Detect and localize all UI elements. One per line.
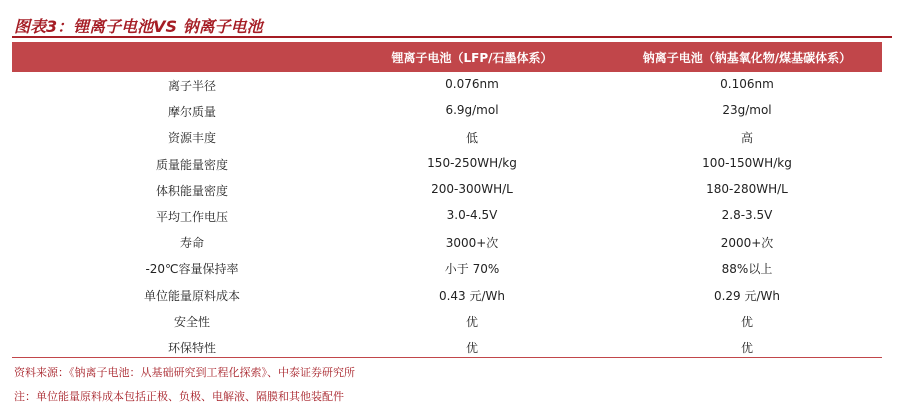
table-row [12, 98, 882, 124]
sodium-value: 优 [740, 314, 753, 329]
chart-title: 图表3：锂离子电池VS 钠离子电池 [14, 17, 263, 36]
row-label: 安全性 [173, 314, 210, 329]
row-label: 质量能量密度 [155, 157, 228, 172]
sodium-value: 88%以上 [721, 262, 773, 277]
lithium-value: 200-300WH/L [431, 181, 513, 196]
table-row [12, 203, 882, 229]
table-bottom-divider [12, 357, 882, 358]
sodium-value: 2.8-3.5V [721, 207, 773, 222]
row-label: 离子半径 [167, 79, 216, 93]
sodium-value: 23g/mol [722, 103, 772, 118]
row-label: 环保特性 [167, 340, 216, 355]
sodium-value: 2000+次 [720, 236, 774, 251]
lithium-value: 小于 70% [444, 262, 500, 277]
table-row [12, 124, 882, 150]
lithium-value: 优 [465, 340, 478, 355]
header-cell-lithium: 锂离子电池（LFP/石墨体系） [391, 51, 553, 65]
table-row [12, 255, 882, 281]
header-cell-sodium: 钠离子电池（钠基氧化物/煤基碳体系） [642, 51, 852, 65]
sodium-value: 100-150WH/kg [702, 155, 792, 170]
row-label: 单位能量原料成本 [143, 288, 240, 303]
table-header [12, 42, 882, 72]
row-label: 体积能量密度 [155, 183, 228, 198]
table-row [12, 308, 882, 334]
table-body [12, 72, 882, 360]
sodium-value: 高 [740, 131, 753, 146]
table-row [12, 72, 882, 98]
lithium-value: 3.0-4.5V [446, 207, 498, 222]
lithium-value: 低 [465, 131, 478, 146]
table-row [12, 151, 882, 177]
row-label: 摩尔质量 [167, 105, 216, 120]
lithium-value: 优 [465, 314, 478, 329]
sodium-value: 180-280WH/L [706, 181, 788, 196]
lithium-value: 150-250WH/kg [427, 155, 517, 170]
lithium-value: 0.076nm [445, 77, 499, 91]
title-bar [12, 12, 892, 38]
source-note: 资料来源：《钠离子电池：从基础研究到工程化探索》、中泰证券研究所 [14, 366, 355, 379]
row-label: 平均工作电压 [155, 209, 228, 224]
row-label: 资源丰度 [167, 131, 216, 146]
table-row [12, 177, 882, 203]
lithium-value: 6.9g/mol [445, 103, 499, 118]
sodium-value: 优 [740, 340, 753, 355]
table-row [12, 282, 882, 308]
table-row [12, 229, 882, 255]
lithium-value: 3000+次 [445, 236, 499, 251]
lithium-value: 0.43 元/Wh [438, 288, 506, 303]
row-label: -20℃容量保持率 [145, 262, 239, 277]
sodium-value: 0.29 元/Wh [713, 288, 781, 303]
row-label: 寿命 [179, 236, 204, 251]
sodium-value: 0.106nm [720, 77, 774, 91]
footnote: 注：单位能量原料成本包括正极、负极、电解液、隔膜和其他装配件 [14, 390, 344, 403]
